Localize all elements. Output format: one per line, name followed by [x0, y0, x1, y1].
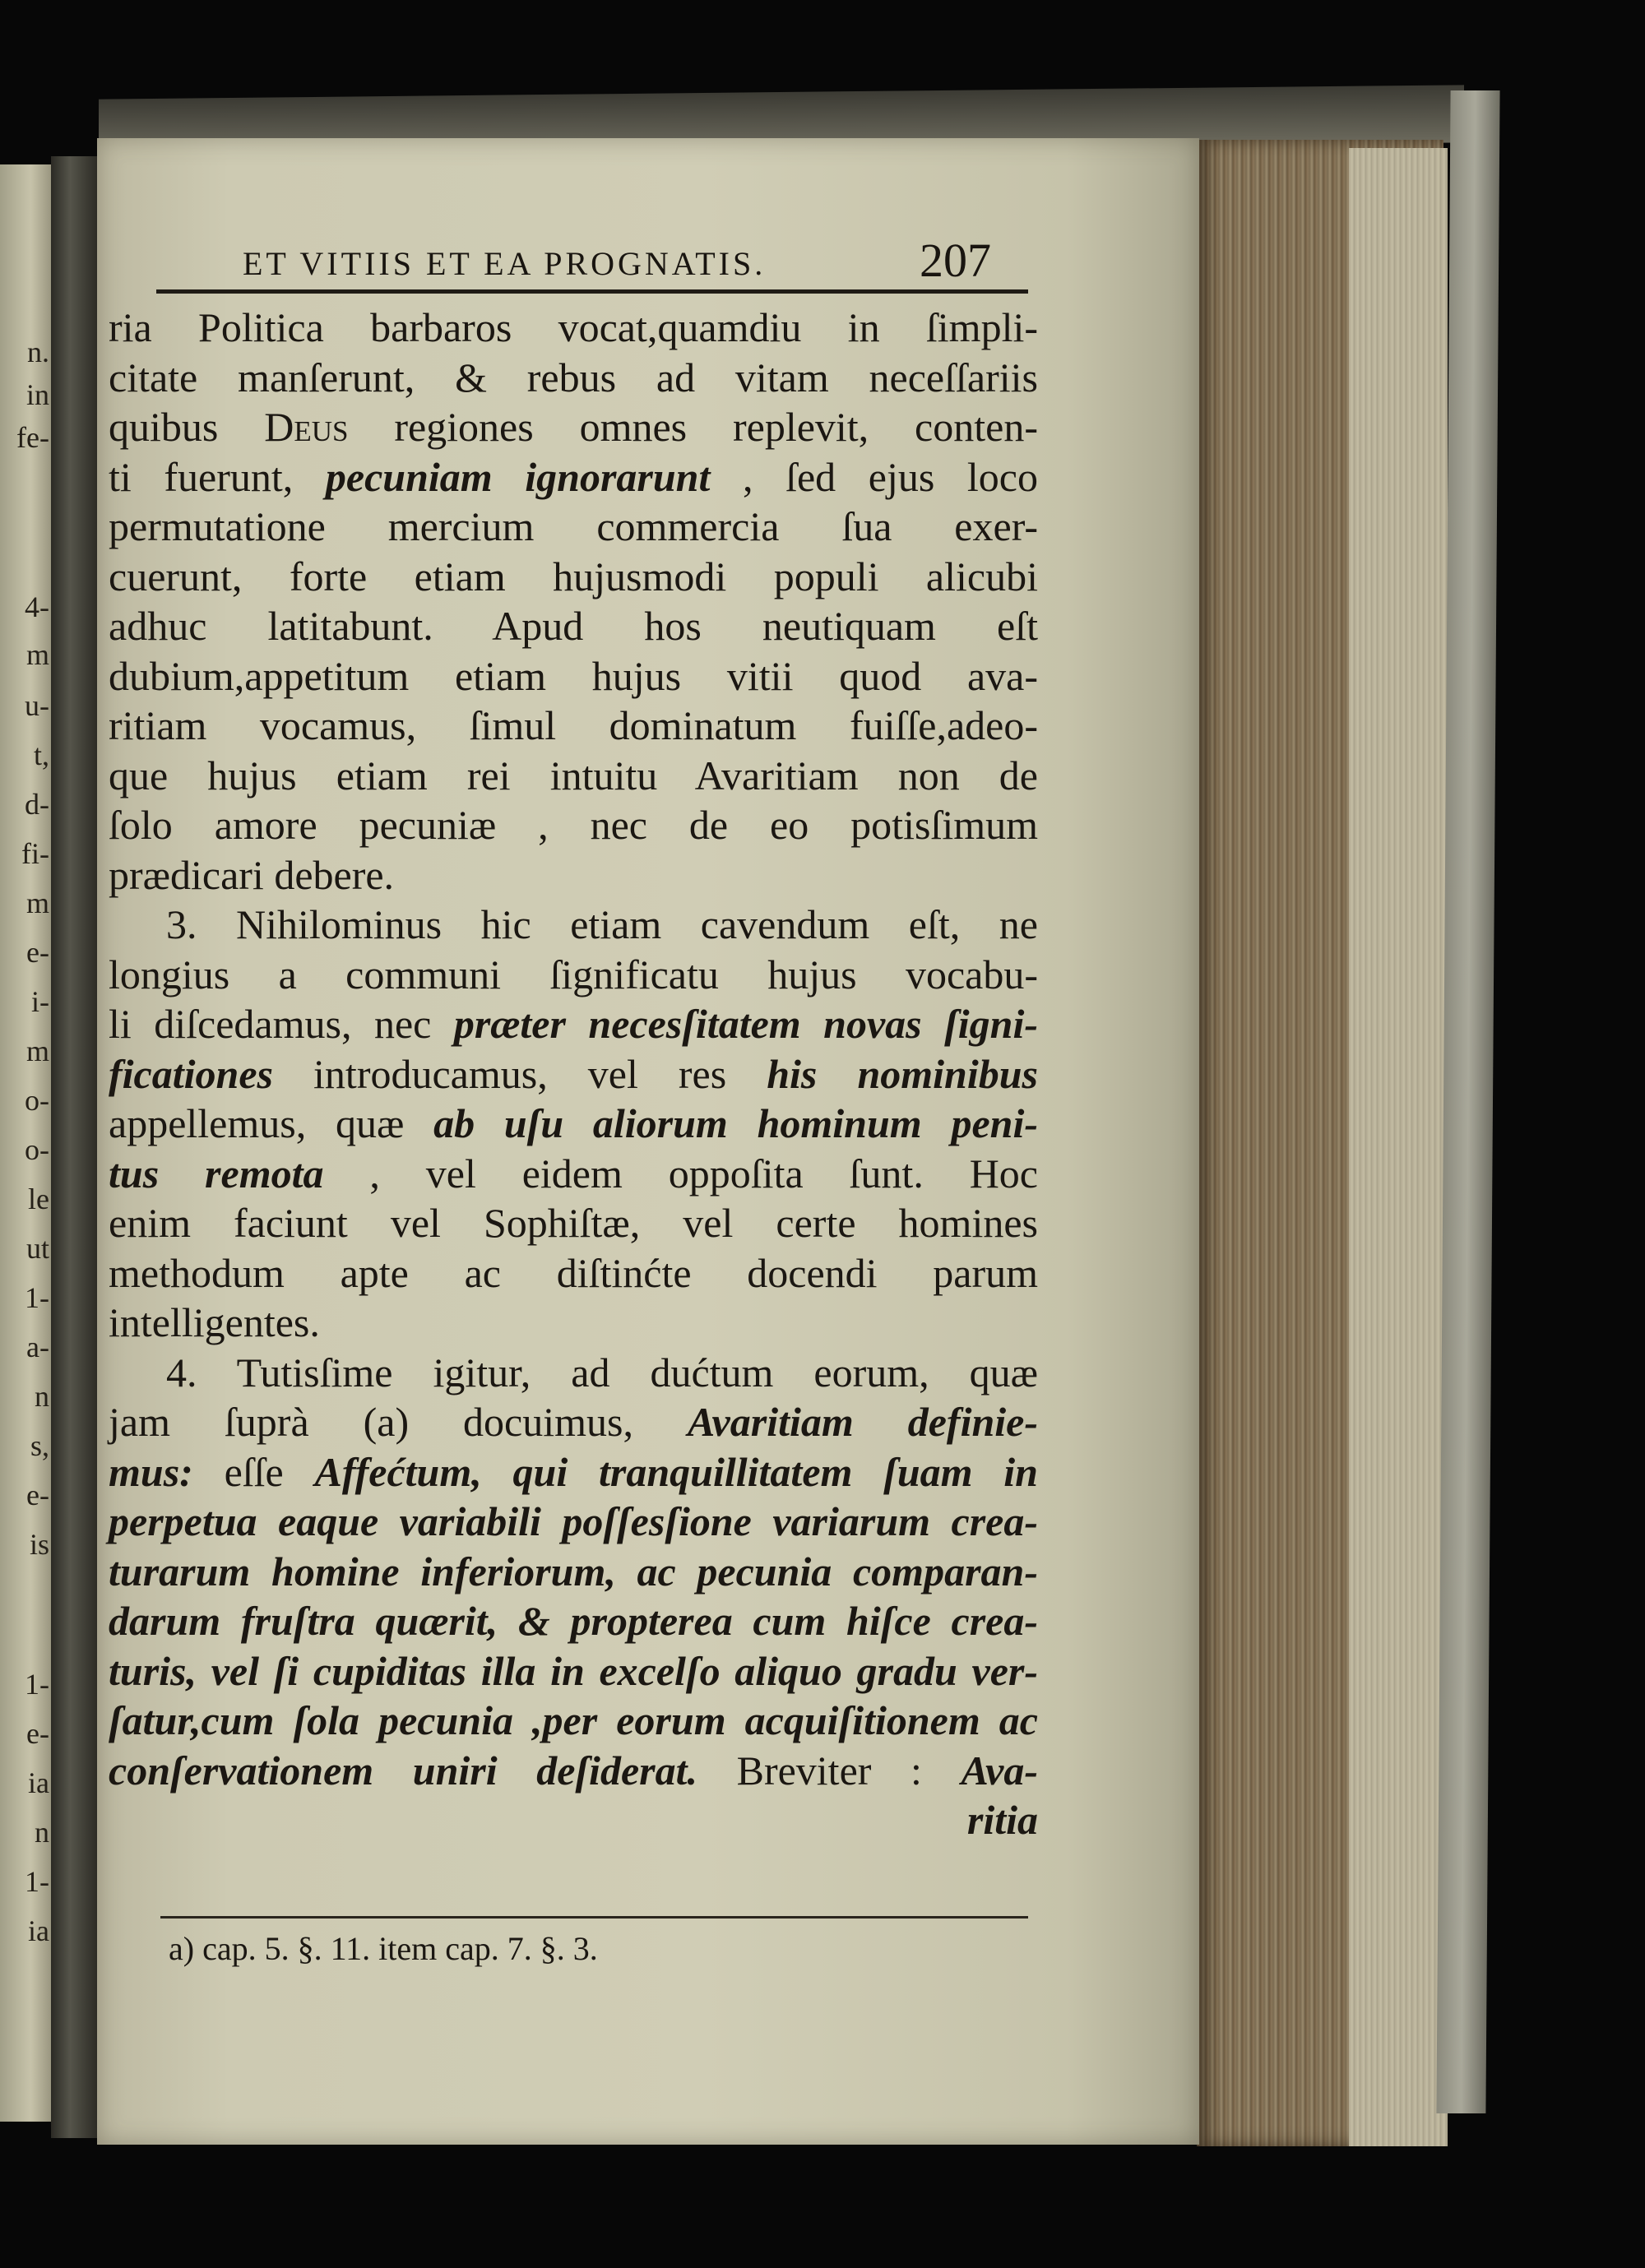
- left-page-fragment: e-: [26, 1717, 49, 1750]
- left-page-fragment: n: [35, 1380, 49, 1413]
- running-title: ET VITIIS ET EA PROGNATIS.: [243, 245, 767, 282]
- left-page-fragment: m: [25, 638, 49, 671]
- section-4-start: 4. Tutisſime igitur, ad dućtum eorum, quæ: [166, 1349, 1038, 1396]
- left-page-fragment: 1-: [25, 1281, 49, 1314]
- book-gutter: [51, 156, 99, 2138]
- text-line: citate manſerunt, & rebus ad vitam neceſſariis: [109, 354, 1038, 400]
- left-page-fragment: le: [28, 1183, 49, 1215]
- text-line: tus remota , vel eidem oppoſita ſunt. Hoc: [109, 1150, 1039, 1196]
- left-page-fragment: m: [25, 886, 49, 919]
- left-page-fragment: ut: [25, 1232, 49, 1265]
- header-rule: [156, 289, 1028, 294]
- text-line: longius a communi ſignificatu hujus vocabu-: [109, 951, 1038, 997]
- left-page-fragment: m: [25, 1034, 49, 1067]
- text-line: quibus Deus regiones omnes replevit, conten-: [109, 404, 1038, 450]
- left-page-fragment: o-: [25, 1084, 49, 1117]
- left-page-fragment: fi-: [21, 837, 49, 870]
- text-line: mus: eſſe Affećtum, qui tranquillitatem ſuam in: [109, 1448, 1038, 1495]
- left-page-fragment: e-: [26, 1479, 49, 1511]
- body-text: [109, 303, 1038, 1845]
- left-page-fragment: e-: [26, 936, 49, 969]
- text-line: prædicari debere.: [109, 851, 395, 898]
- text-line: conſervationem uniri deſiderat. Breviter : Ava-: [109, 1747, 1038, 1794]
- left-page-fragment: a-: [26, 1331, 49, 1363]
- footnote: a) cap. 5. §. 11. item cap. 7. §. 3.: [169, 1930, 598, 1967]
- left-page-fragment: i-: [31, 985, 49, 1018]
- section-3-start: 3. Nihilominus hic etiam cavendum eſt, ne: [166, 901, 1038, 947]
- left-page-fragment: 1-: [25, 1865, 49, 1898]
- text-line: jam ſuprà (a) docuimus, Avaritiam definie-: [109, 1399, 1038, 1445]
- text-line: darum fruſtra quærit, & propterea cum hiſce crea-: [109, 1598, 1038, 1644]
- left-page-fragment: s,: [30, 1429, 49, 1462]
- text-line: ficationes introducamus, vel res his nominibus: [109, 1050, 1038, 1097]
- left-page-fragment: ia: [28, 1766, 49, 1799]
- left-page-edge: [0, 164, 51, 2122]
- left-page-fragment: d-: [25, 788, 49, 821]
- text-line: appellemus, quæ ab uſu aliorum hominum peni-: [109, 1100, 1038, 1146]
- text-line: dubium,appetitum etiam hujus vitii quod ava-: [109, 652, 1038, 699]
- text-line: que hujus etiam rei intuitu Avaritiam non de: [109, 752, 1038, 798]
- page-number: 207: [920, 234, 991, 287]
- left-page-fragment: ia: [28, 1914, 49, 1947]
- left-page-fragment: u-: [25, 689, 49, 722]
- fore-edge-pages: [1349, 148, 1448, 2146]
- text-line: li diſcedamus, nec præter necesſitatem novas ſigni-: [109, 1001, 1038, 1047]
- left-page-fragment: in: [25, 378, 49, 411]
- left-page-fragment: o-: [25, 1133, 49, 1166]
- text-line: ſolo amore pecuniæ , nec de eo potisſimum: [109, 802, 1038, 848]
- text-line: permutatione mercium commercia ſua exer-: [109, 503, 1038, 549]
- text-line: ti fuerunt, pecuniam ignorarunt , ſed ejus loco: [109, 453, 1039, 500]
- text-line: turarum homine inferiorum, ac pecunia comparan-: [109, 1548, 1038, 1595]
- text-line: methodum apte ac diſtinćte docendi parum: [109, 1249, 1038, 1296]
- text-line: enim faciunt vel Sophiſtæ, vel certe homines: [109, 1200, 1038, 1246]
- text-line: adhuc latitabunt. Apud hos neutiquam eſt: [109, 603, 1038, 649]
- text-line: turis, vel ſi cupiditas illa in excelſo aliquo gradu ver-: [109, 1647, 1038, 1694]
- text-line: ria Politica barbaros vocat,quamdiu in ſimpli-: [109, 304, 1038, 350]
- left-page-fragment: t,: [33, 738, 49, 771]
- left-page-fragment: n: [35, 1816, 49, 1849]
- text-line: intelligentes.: [109, 1299, 320, 1345]
- text-line: ritiam vocamus, ſimul dominatum fuiſſe,adeo-: [109, 702, 1038, 748]
- running-header: [123, 234, 1012, 287]
- left-page-fragment: fe-: [16, 421, 49, 454]
- footnote-rule: [160, 1916, 1028, 1919]
- left-page-fragment: n.: [27, 336, 49, 368]
- text-line: ſatur,cum ſola pecunia ,per eorum acquiſitionem ac: [109, 1697, 1038, 1743]
- left-page-fragment: 1-: [25, 1668, 49, 1701]
- left-page-fragment: 4-: [25, 590, 49, 623]
- text-line: cuerunt, forte etiam hujusmodi populi alicubi: [109, 553, 1038, 599]
- text-line: perpetua eaque variabili poſſesſione variarum crea-: [109, 1498, 1038, 1544]
- catchword: ritia: [966, 1797, 1038, 1843]
- left-page-fragment: is: [29, 1528, 49, 1561]
